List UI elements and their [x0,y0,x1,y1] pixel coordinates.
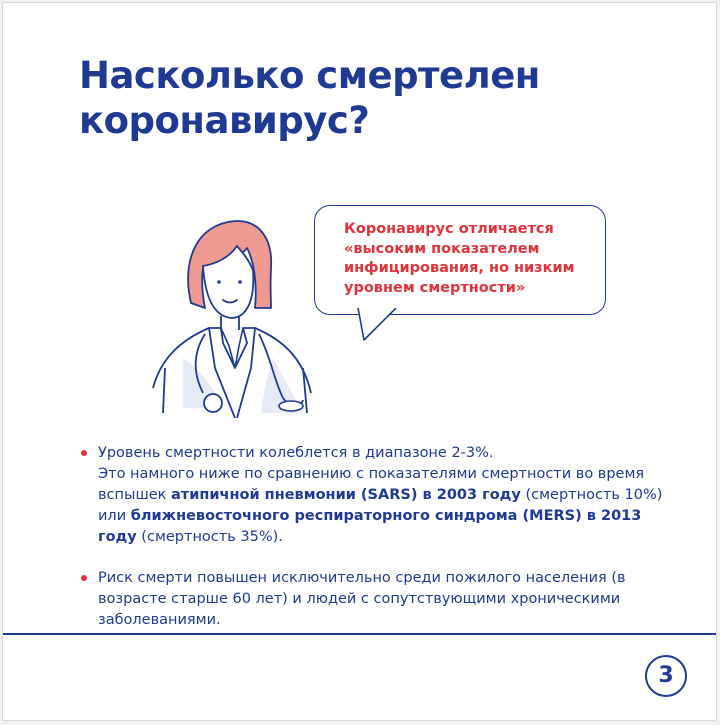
doctor-illustration [143,208,343,437]
bullet-text-bold: атипичной пневмонии (SARS) в 2003 году [171,487,521,503]
bullet-dot-icon [81,450,87,456]
doctor-with-stethoscope-icon [143,208,343,433]
page-number-badge: 3 [645,655,687,697]
footer-divider [3,633,717,635]
slide-card [2,2,717,721]
bullet-text: Риск смерти повышен исключительно среди пожилого населения (в возрасте старше 60 лет) и людей с сопутствующими хроническими заболеваниями. [98,570,626,628]
page-title: Насколько смертелен коронавирус? [79,54,540,142]
speech-bubble-tail [356,308,400,342]
bullet-text: (смертность 10%) или [98,487,663,524]
bullet-list [79,443,679,651]
bullet-item [79,443,679,548]
bullet-dot-icon [81,575,87,581]
bullet-text: Уровень смертности колеблется в диапазоне 2-3%. [98,445,494,461]
bullet-item [79,568,679,631]
speech-bubble-quote: Коронавирус отличается «высоким показателем инфицирования, но низким уровнем смертности» [344,221,575,296]
bullet-text-bold: ближневосточного респираторного синдрома (MERS) в 2013 году [98,508,642,545]
bullet-text: Это намного ниже по сравнению с показателями смертности во время вспышек [98,466,645,503]
bullet-text: (смертность 35%). [136,529,283,545]
